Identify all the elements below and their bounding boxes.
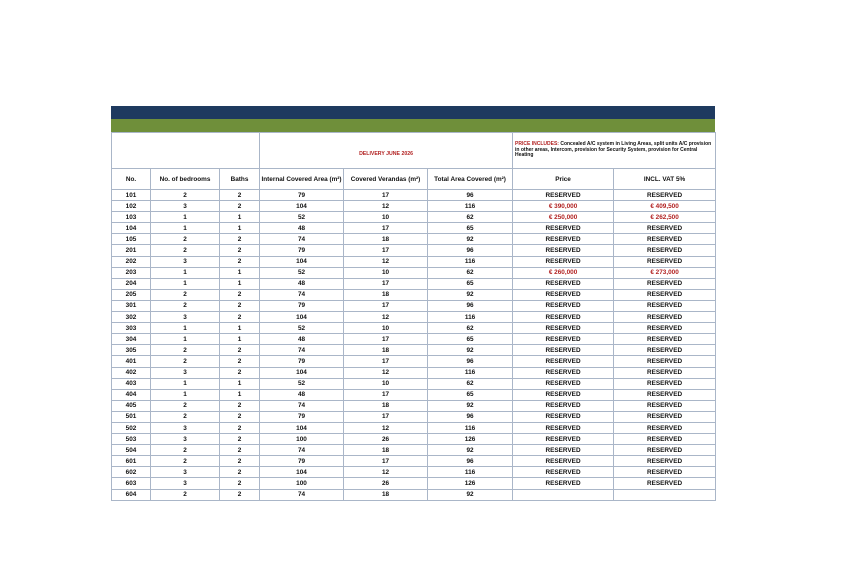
cell-unit-no: 403 [112,378,151,389]
cell-baths: 2 [220,467,260,478]
table-row [112,434,716,445]
header-band-green [111,119,715,132]
col-header-covered-verandas: Covered Verandas (m²) [344,169,428,190]
cell-unit-no: 202 [112,256,151,267]
cell-incl-vat: € 273,000 [614,267,716,278]
cell-total-area: 92 [428,234,513,245]
price-includes-text: Concealed A/C system in Living Areas, split units A/C provision in other areas, Intercom, provision for Security System, provision for Central Heating [515,141,712,159]
cell-internal-area: 52 [260,267,344,278]
cell-internal-area: 104 [260,467,344,478]
cell-covered-verandas: 18 [344,289,428,300]
cell-price: RESERVED [513,345,614,356]
cell-covered-verandas: 18 [344,234,428,245]
cell-covered-verandas: 17 [344,223,428,234]
cell-covered-verandas: 10 [344,267,428,278]
cell-price: RESERVED [513,389,614,400]
cell-internal-area: 74 [260,489,344,500]
cell-covered-verandas: 12 [344,467,428,478]
cell-bedrooms: 3 [151,478,220,489]
cell-baths: 1 [220,323,260,334]
cell-baths: 2 [220,289,260,300]
table-row [112,234,716,245]
table-row [112,489,716,500]
cell-price: RESERVED [513,323,614,334]
table-row [112,245,716,256]
cell-unit-no: 404 [112,389,151,400]
cell-baths: 2 [220,422,260,433]
cell-internal-area: 79 [260,190,344,201]
cell-internal-area: 74 [260,400,344,411]
cell-baths: 2 [220,234,260,245]
col-header-internal-area: Internal Covered Area (m²) [260,169,344,190]
cell-internal-area: 79 [260,245,344,256]
cell-baths: 1 [220,334,260,345]
cell-total-area: 65 [428,278,513,289]
cell-bedrooms: 3 [151,434,220,445]
cell-price: RESERVED [513,190,614,201]
cell-bedrooms: 1 [151,278,220,289]
cell-bedrooms: 3 [151,256,220,267]
cell-internal-area: 104 [260,422,344,433]
cell-price: RESERVED [513,234,614,245]
cell-total-area: 96 [428,245,513,256]
cell-bedrooms: 1 [151,267,220,278]
cell-baths: 1 [220,389,260,400]
cell-covered-verandas: 17 [344,334,428,345]
cell-unit-no: 305 [112,345,151,356]
cell-internal-area: 100 [260,478,344,489]
cell-unit-no: 201 [112,245,151,256]
cell-incl-vat: RESERVED [614,289,716,300]
table-row [112,256,716,267]
cell-price: € 390,000 [513,201,614,212]
cell-incl-vat: € 409,500 [614,201,716,212]
table-row [112,323,716,334]
table-row [112,356,716,367]
cell-price: RESERVED [513,434,614,445]
cell-bedrooms: 1 [151,323,220,334]
price-includes-lead: PRICE INCLUDES: [515,141,559,148]
table-row [112,300,716,311]
cell-baths: 1 [220,223,260,234]
cell-price: RESERVED [513,456,614,467]
price-includes-note [513,133,716,169]
cell-incl-vat: RESERVED [614,467,716,478]
cell-total-area: 96 [428,411,513,422]
cell-total-area: 92 [428,289,513,300]
cell-unit-no: 103 [112,212,151,223]
cell-unit-no: 205 [112,289,151,300]
cell-internal-area: 48 [260,278,344,289]
cell-internal-area: 100 [260,434,344,445]
cell-internal-area: 104 [260,367,344,378]
cell-total-area: 96 [428,356,513,367]
cell-covered-verandas: 10 [344,212,428,223]
cell-total-area: 62 [428,378,513,389]
cell-incl-vat: RESERVED [614,367,716,378]
col-header-price: Price [513,169,614,190]
table-row [112,212,716,223]
cell-covered-verandas: 17 [344,278,428,289]
cell-covered-verandas: 18 [344,400,428,411]
cell-unit-no: 405 [112,400,151,411]
col-header-total-area: Total Area Covered (m²) [428,169,513,190]
cell-incl-vat: RESERVED [614,300,716,311]
cell-incl-vat: RESERVED [614,389,716,400]
cell-total-area: 92 [428,445,513,456]
cell-internal-area: 104 [260,256,344,267]
cell-incl-vat: RESERVED [614,234,716,245]
cell-bedrooms: 1 [151,378,220,389]
cell-price: RESERVED [513,411,614,422]
cell-covered-verandas: 18 [344,445,428,456]
cell-price: RESERVED [513,400,614,411]
price-list-sheet [111,106,715,501]
cell-price: RESERVED [513,378,614,389]
cell-baths: 2 [220,245,260,256]
cell-baths: 1 [220,267,260,278]
info-row [112,133,716,169]
cell-incl-vat: RESERVED [614,378,716,389]
table-row [112,422,716,433]
cell-bedrooms: 1 [151,212,220,223]
cell-covered-verandas: 17 [344,190,428,201]
cell-covered-verandas: 10 [344,378,428,389]
cell-total-area: 116 [428,312,513,323]
cell-unit-no: 105 [112,234,151,245]
table-row [112,467,716,478]
col-header-no: No. [112,169,151,190]
cell-internal-area: 104 [260,201,344,212]
cell-incl-vat: RESERVED [614,245,716,256]
cell-bedrooms: 1 [151,334,220,345]
cell-total-area: 116 [428,201,513,212]
cell-internal-area: 52 [260,378,344,389]
table-row [112,456,716,467]
cell-unit-no: 302 [112,312,151,323]
cell-total-area: 116 [428,422,513,433]
cell-incl-vat: RESERVED [614,323,716,334]
cell-baths: 2 [220,201,260,212]
cell-total-area: 62 [428,267,513,278]
cell-unit-no: 603 [112,478,151,489]
cell-incl-vat: RESERVED [614,223,716,234]
cell-internal-area: 79 [260,300,344,311]
cell-internal-area: 104 [260,312,344,323]
cell-bedrooms: 2 [151,245,220,256]
table-row [112,190,716,201]
cell-baths: 2 [220,456,260,467]
header-row [112,169,716,190]
cell-total-area: 92 [428,400,513,411]
cell-bedrooms: 3 [151,312,220,323]
cell-price: RESERVED [513,478,614,489]
cell-unit-no: 504 [112,445,151,456]
cell-internal-area: 48 [260,389,344,400]
cell-baths: 1 [220,378,260,389]
cell-incl-vat: RESERVED [614,422,716,433]
cell-unit-no: 502 [112,422,151,433]
table-row [112,201,716,212]
cell-incl-vat: € 262,500 [614,212,716,223]
cell-unit-no: 501 [112,411,151,422]
cell-baths: 2 [220,411,260,422]
cell-bedrooms: 1 [151,223,220,234]
cell-total-area: 65 [428,389,513,400]
cell-incl-vat: RESERVED [614,456,716,467]
cell-price: RESERVED [513,289,614,300]
cell-price: RESERVED [513,256,614,267]
cell-baths: 2 [220,345,260,356]
cell-bedrooms: 3 [151,367,220,378]
cell-bedrooms: 3 [151,467,220,478]
cell-incl-vat: RESERVED [614,334,716,345]
table-row [112,312,716,323]
info-blank-cell [112,133,260,169]
table-row [112,345,716,356]
cell-bedrooms: 2 [151,489,220,500]
cell-price: RESERVED [513,445,614,456]
cell-covered-verandas: 17 [344,356,428,367]
cell-covered-verandas: 17 [344,300,428,311]
cell-total-area: 65 [428,334,513,345]
cell-total-area: 65 [428,223,513,234]
cell-unit-no: 503 [112,434,151,445]
cell-covered-verandas: 12 [344,422,428,433]
cell-baths: 2 [220,489,260,500]
cell-bedrooms: 2 [151,445,220,456]
cell-internal-area: 74 [260,289,344,300]
cell-covered-verandas: 18 [344,345,428,356]
cell-unit-no: 101 [112,190,151,201]
price-list-table [111,132,716,501]
cell-price: RESERVED [513,467,614,478]
table-row [112,389,716,400]
col-header-baths: Baths [220,169,260,190]
cell-price: RESERVED [513,312,614,323]
cell-unit-no: 602 [112,467,151,478]
cell-total-area: 126 [428,434,513,445]
cell-covered-verandas: 26 [344,434,428,445]
cell-bedrooms: 1 [151,389,220,400]
cell-covered-verandas: 18 [344,489,428,500]
delivery-note: DELIVERY JUNE 2026 [260,133,513,169]
cell-unit-no: 304 [112,334,151,345]
table-row [112,334,716,345]
cell-bedrooms: 2 [151,411,220,422]
cell-price: RESERVED [513,245,614,256]
cell-baths: 2 [220,478,260,489]
cell-total-area: 92 [428,345,513,356]
cell-total-area: 96 [428,456,513,467]
cell-total-area: 116 [428,367,513,378]
cell-price: € 250,000 [513,212,614,223]
cell-unit-no: 102 [112,201,151,212]
table-row [112,289,716,300]
table-row [112,367,716,378]
table-row [112,400,716,411]
cell-unit-no: 204 [112,278,151,289]
cell-incl-vat: RESERVED [614,278,716,289]
cell-incl-vat: RESERVED [614,356,716,367]
cell-price: RESERVED [513,356,614,367]
cell-unit-no: 401 [112,356,151,367]
cell-incl-vat: RESERVED [614,400,716,411]
cell-incl-vat: RESERVED [614,190,716,201]
col-header-incl-vat: INCL. VAT 5% [614,169,716,190]
cell-baths: 2 [220,312,260,323]
table-row [112,223,716,234]
cell-bedrooms: 2 [151,400,220,411]
cell-incl-vat: RESERVED [614,411,716,422]
cell-incl-vat [614,489,716,500]
cell-bedrooms: 2 [151,289,220,300]
cell-bedrooms: 2 [151,345,220,356]
cell-internal-area: 74 [260,345,344,356]
cell-internal-area: 52 [260,212,344,223]
cell-baths: 2 [220,400,260,411]
cell-internal-area: 48 [260,223,344,234]
header-band-navy [111,106,715,119]
cell-total-area: 92 [428,489,513,500]
cell-baths: 2 [220,445,260,456]
cell-baths: 2 [220,356,260,367]
table-row [112,378,716,389]
cell-internal-area: 74 [260,234,344,245]
cell-covered-verandas: 17 [344,411,428,422]
cell-bedrooms: 3 [151,201,220,212]
cell-price: RESERVED [513,367,614,378]
cell-baths: 2 [220,256,260,267]
cell-covered-verandas: 26 [344,478,428,489]
cell-internal-area: 74 [260,445,344,456]
cell-internal-area: 52 [260,323,344,334]
cell-price [513,489,614,500]
cell-covered-verandas: 17 [344,456,428,467]
cell-covered-verandas: 12 [344,367,428,378]
cell-unit-no: 604 [112,489,151,500]
cell-price: RESERVED [513,223,614,234]
cell-total-area: 116 [428,467,513,478]
cell-incl-vat: RESERVED [614,345,716,356]
cell-price: RESERVED [513,300,614,311]
cell-covered-verandas: 17 [344,389,428,400]
cell-internal-area: 79 [260,356,344,367]
table-row [112,478,716,489]
cell-internal-area: 79 [260,456,344,467]
cell-price: € 260,000 [513,267,614,278]
cell-internal-area: 79 [260,411,344,422]
cell-unit-no: 601 [112,456,151,467]
cell-total-area: 96 [428,300,513,311]
cell-bedrooms: 2 [151,356,220,367]
cell-unit-no: 303 [112,323,151,334]
cell-unit-no: 301 [112,300,151,311]
cell-covered-verandas: 10 [344,323,428,334]
cell-bedrooms: 3 [151,422,220,433]
table-row [112,267,716,278]
cell-incl-vat: RESERVED [614,445,716,456]
cell-total-area: 96 [428,190,513,201]
table-row [112,278,716,289]
cell-baths: 2 [220,300,260,311]
table-row [112,445,716,456]
cell-internal-area: 48 [260,334,344,345]
cell-covered-verandas: 12 [344,201,428,212]
cell-baths: 2 [220,367,260,378]
cell-bedrooms: 2 [151,456,220,467]
cell-total-area: 62 [428,212,513,223]
cell-unit-no: 203 [112,267,151,278]
cell-unit-no: 402 [112,367,151,378]
cell-bedrooms: 2 [151,300,220,311]
cell-price: RESERVED [513,334,614,345]
cell-total-area: 126 [428,478,513,489]
cell-baths: 1 [220,278,260,289]
cell-price: RESERVED [513,278,614,289]
cell-price: RESERVED [513,422,614,433]
cell-baths: 1 [220,212,260,223]
cell-unit-no: 104 [112,223,151,234]
cell-covered-verandas: 17 [344,245,428,256]
cell-baths: 2 [220,190,260,201]
cell-incl-vat: RESERVED [614,312,716,323]
cell-total-area: 62 [428,323,513,334]
table-row [112,411,716,422]
cell-covered-verandas: 12 [344,312,428,323]
cell-total-area: 116 [428,256,513,267]
cell-incl-vat: RESERVED [614,256,716,267]
cell-bedrooms: 2 [151,234,220,245]
cell-baths: 2 [220,434,260,445]
cell-incl-vat: RESERVED [614,434,716,445]
cell-bedrooms: 2 [151,190,220,201]
col-header-bedrooms: No. of bedrooms [151,169,220,190]
cell-covered-verandas: 12 [344,256,428,267]
cell-incl-vat: RESERVED [614,478,716,489]
